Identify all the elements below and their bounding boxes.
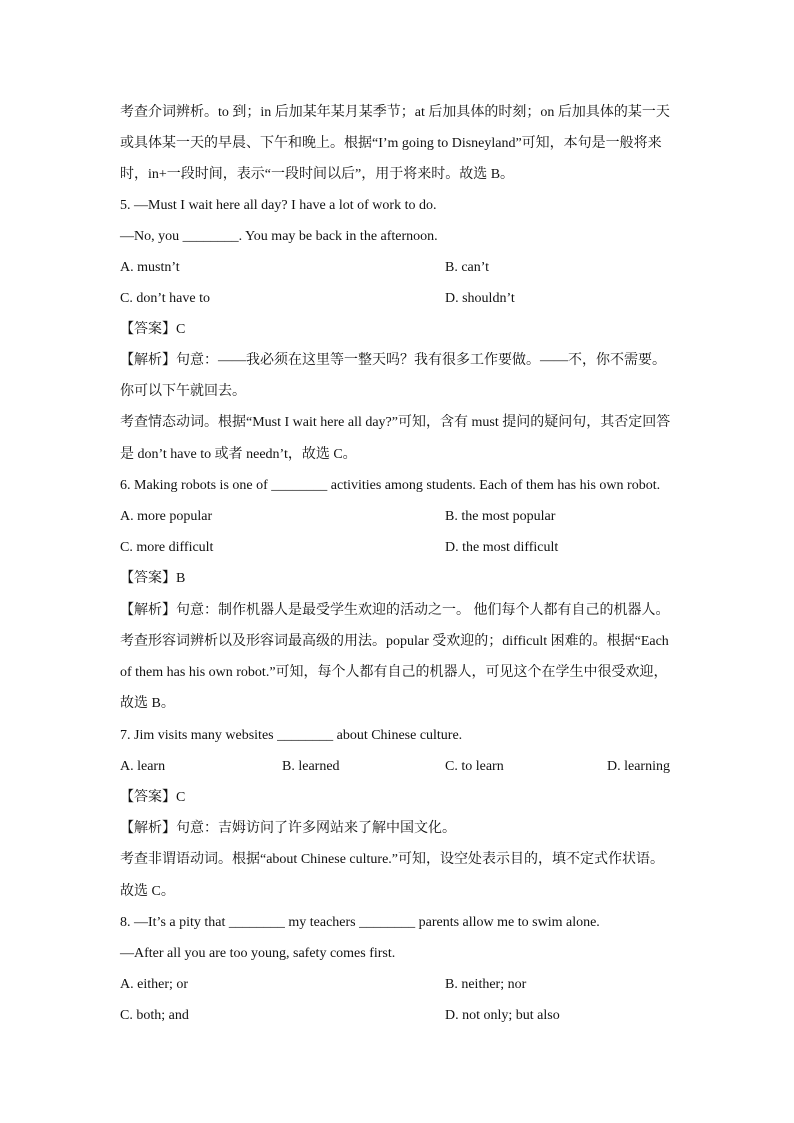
q6-stem-line-1: 6. Making robots is one of ________ activities among students. Each of them has his own robot.: [120, 478, 661, 493]
q7-option-a: A. learn: [120, 759, 166, 774]
q7-option-b: B. learned: [282, 759, 340, 774]
q8-stem-line-2: —After all you are too young, safety comes first.: [120, 946, 396, 961]
q5-option-d: D. shouldn’t: [445, 291, 515, 306]
q6-analysis-line-3: of them has his own robot.”可知，每个人都有自己的机器人，可见这个在学生中很受欢迎，: [120, 665, 668, 680]
q6-option-b: B. the most popular: [445, 509, 556, 524]
q8-option-d: D. not only; but also: [445, 1008, 560, 1023]
q6-option-c: C. more difficult: [120, 540, 214, 555]
q8-option-c: C. both; and: [120, 1008, 189, 1023]
intro-line-2: 或具体某一天的早晨、下午和晚上。根据“I’m going to Disneyland”可知，本句是一般将来: [120, 136, 662, 151]
q5-option-a: A. mustn’t: [120, 260, 180, 275]
q6-answer: 【答案】B: [120, 571, 186, 586]
intro-line-1: 考查介词辨析。to 到；in 后加某年某月某季节；at 后加具体的时刻；on 后加具体的某一天: [120, 105, 670, 120]
q8-option-b: B. neither; nor: [445, 977, 527, 992]
q7-option-c: C. to learn: [445, 759, 504, 774]
q8-option-a: A. either; or: [120, 977, 189, 992]
q6-option-d: D. the most difficult: [445, 540, 559, 555]
q5-stem-line-2: —No, you ________. You may be back in the afternoon.: [120, 229, 438, 244]
q6-analysis-line-2: 考查形容词辨析以及形容词最高级的用法。popular 受欢迎的；difficult 困难的。根据“Each: [120, 634, 669, 649]
q7-answer: 【答案】C: [120, 790, 186, 805]
q6-option-a: A. more popular: [120, 509, 213, 524]
q8-stem-line-1: 8. —It’s a pity that ________ my teachers ________ parents allow me to swim alone.: [120, 915, 600, 930]
q7-analysis-line-2: 考查非谓语动词。根据“about Chinese culture.”可知，设空处表示目的，填不定式作状语。: [120, 852, 665, 867]
q7-stem-line-1: 7. Jim visits many websites ________ about Chinese culture.: [120, 728, 463, 743]
q5-analysis-line-4: 是 don’t have to 或者 needn’t，故选 C。: [120, 447, 357, 462]
q5-stem-line-1: 5. —Must I wait here all day? I have a lot of work to do.: [120, 198, 437, 213]
q5-answer: 【答案】C: [120, 322, 186, 337]
q6-analysis-line-4: 故选 B。: [120, 696, 175, 711]
q5-analysis-line-3: 考查情态动词。根据“Must I wait here all day?”可知，含有 must 提问的疑问句，其否定回答: [120, 415, 671, 430]
q7-analysis-line-3: 故选 C。: [120, 884, 175, 899]
q5-analysis-line-2: 你可以下午就回去。: [120, 384, 246, 399]
q5-analysis-line-1: 【解析】句意：——我必须在这里等一整天吗？我有很多工作要做。——不，你不需要。: [120, 353, 666, 368]
q6-analysis-line-1: 【解析】句意：制作机器人是最受学生欢迎的活动之一。 他们每个人都有自己的机器人。: [120, 603, 670, 618]
q7-analysis-line-1: 【解析】句意：吉姆访问了许多网站来了解中国文化。: [120, 821, 456, 836]
q5-option-b: B. can’t: [445, 260, 490, 275]
q5-option-c: C. don’t have to: [120, 291, 210, 306]
intro-line-3: 时，in+一段时间，表示“一段时间以后”，用于将来时。故选 B。: [120, 167, 515, 182]
q7-option-d: D. learning: [607, 759, 670, 774]
